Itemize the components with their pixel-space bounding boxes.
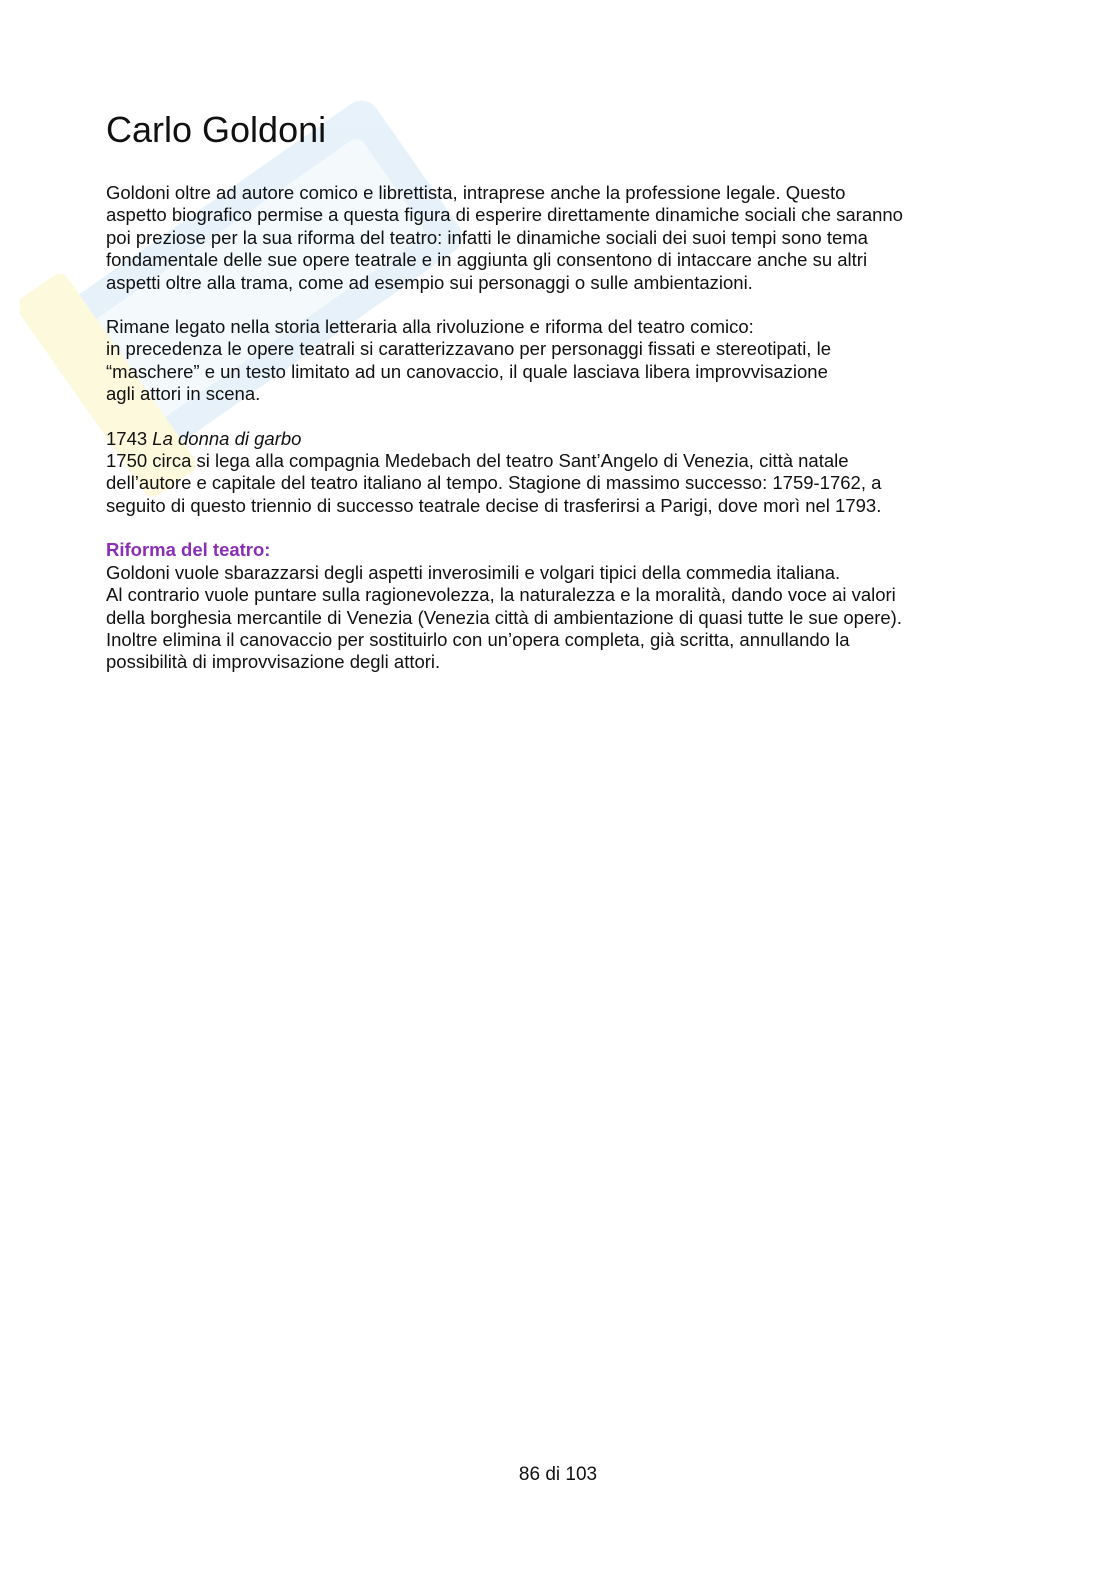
text-line: possibilità di improvvisazione degli attori. — [106, 651, 441, 673]
text-line: poi preziose per la sua riforma del teatro: infatti le dinamiche sociali dei suoi tempi sono tema — [106, 226, 868, 248]
text-line: Rimane legato nella storia letteraria alla rivoluzione e riforma del teatro comico: — [106, 316, 754, 338]
legacy-paragraph — [106, 316, 1006, 406]
reform-paragraph — [106, 539, 1006, 673]
text-line: Inoltre elimina il canovaccio per sostituirlo con un’opera completa, già scritta, annullando la — [106, 628, 850, 650]
text-line: agli attori in scena. — [106, 383, 261, 405]
chronology-first-line — [106, 428, 1006, 450]
text-line: Goldoni vuole sbarazzarsi degli aspetti inverosimili e volgari tipici della commedia italiana. — [106, 561, 841, 583]
page-number: 86 di 103 — [518, 1464, 598, 1485]
document-body — [106, 108, 1006, 696]
section-heading: Riforma del teatro: — [106, 539, 271, 561]
text-line: aspetto biografico permise a questa figura di esperire direttamente dinamiche sociali che saranno — [106, 204, 903, 226]
text-line: Al contrario vuole puntare sulla ragionevolezza, la naturalezza e la moralità, dando voce ai valori — [106, 584, 896, 606]
text-line: “maschere” e un testo limitato ad un canovaccio, il quale lasciava libera improvvisazione — [106, 360, 828, 382]
text-line: seguito di questo triennio di successo teatrale decise di trasferirsi a Parigi, dove morì nel 1793. — [106, 494, 882, 516]
text-line: aspetti oltre alla trama, come ad esempio sui personaggi o sulle ambientazioni. — [106, 271, 753, 293]
text-line: dell’autore e capitale del teatro italiano al tempo. Stagione di massimo successo: 1759-1762, a — [106, 472, 882, 494]
text-line: 1750 circa si lega alla compagnia Medebach del teatro Sant’Angelo di Venezia, città natale — [106, 450, 849, 472]
text-line: in precedenza le opere teatrali si caratterizzavano per personaggi fissati e stereotipati, le — [106, 338, 831, 360]
work-title: La donna di garbo — [152, 427, 302, 449]
text-line: fondamentale delle sue opere teatrale e in aggiunta gli consentono di intaccare anche su altri — [106, 249, 868, 271]
chronology-paragraph — [106, 428, 1006, 518]
text-line: Goldoni oltre ad autore comico e librettista, intraprese anche la professione legale. Questo — [106, 182, 846, 203]
text-line: della borghesia mercantile di Venezia (Venezia città di ambientazione di quasi tutte le sue opere). — [106, 606, 902, 628]
intro-paragraph — [106, 182, 1006, 294]
page-title: Carlo Goldoni — [106, 109, 327, 150]
year-text: 1743 — [106, 427, 148, 449]
